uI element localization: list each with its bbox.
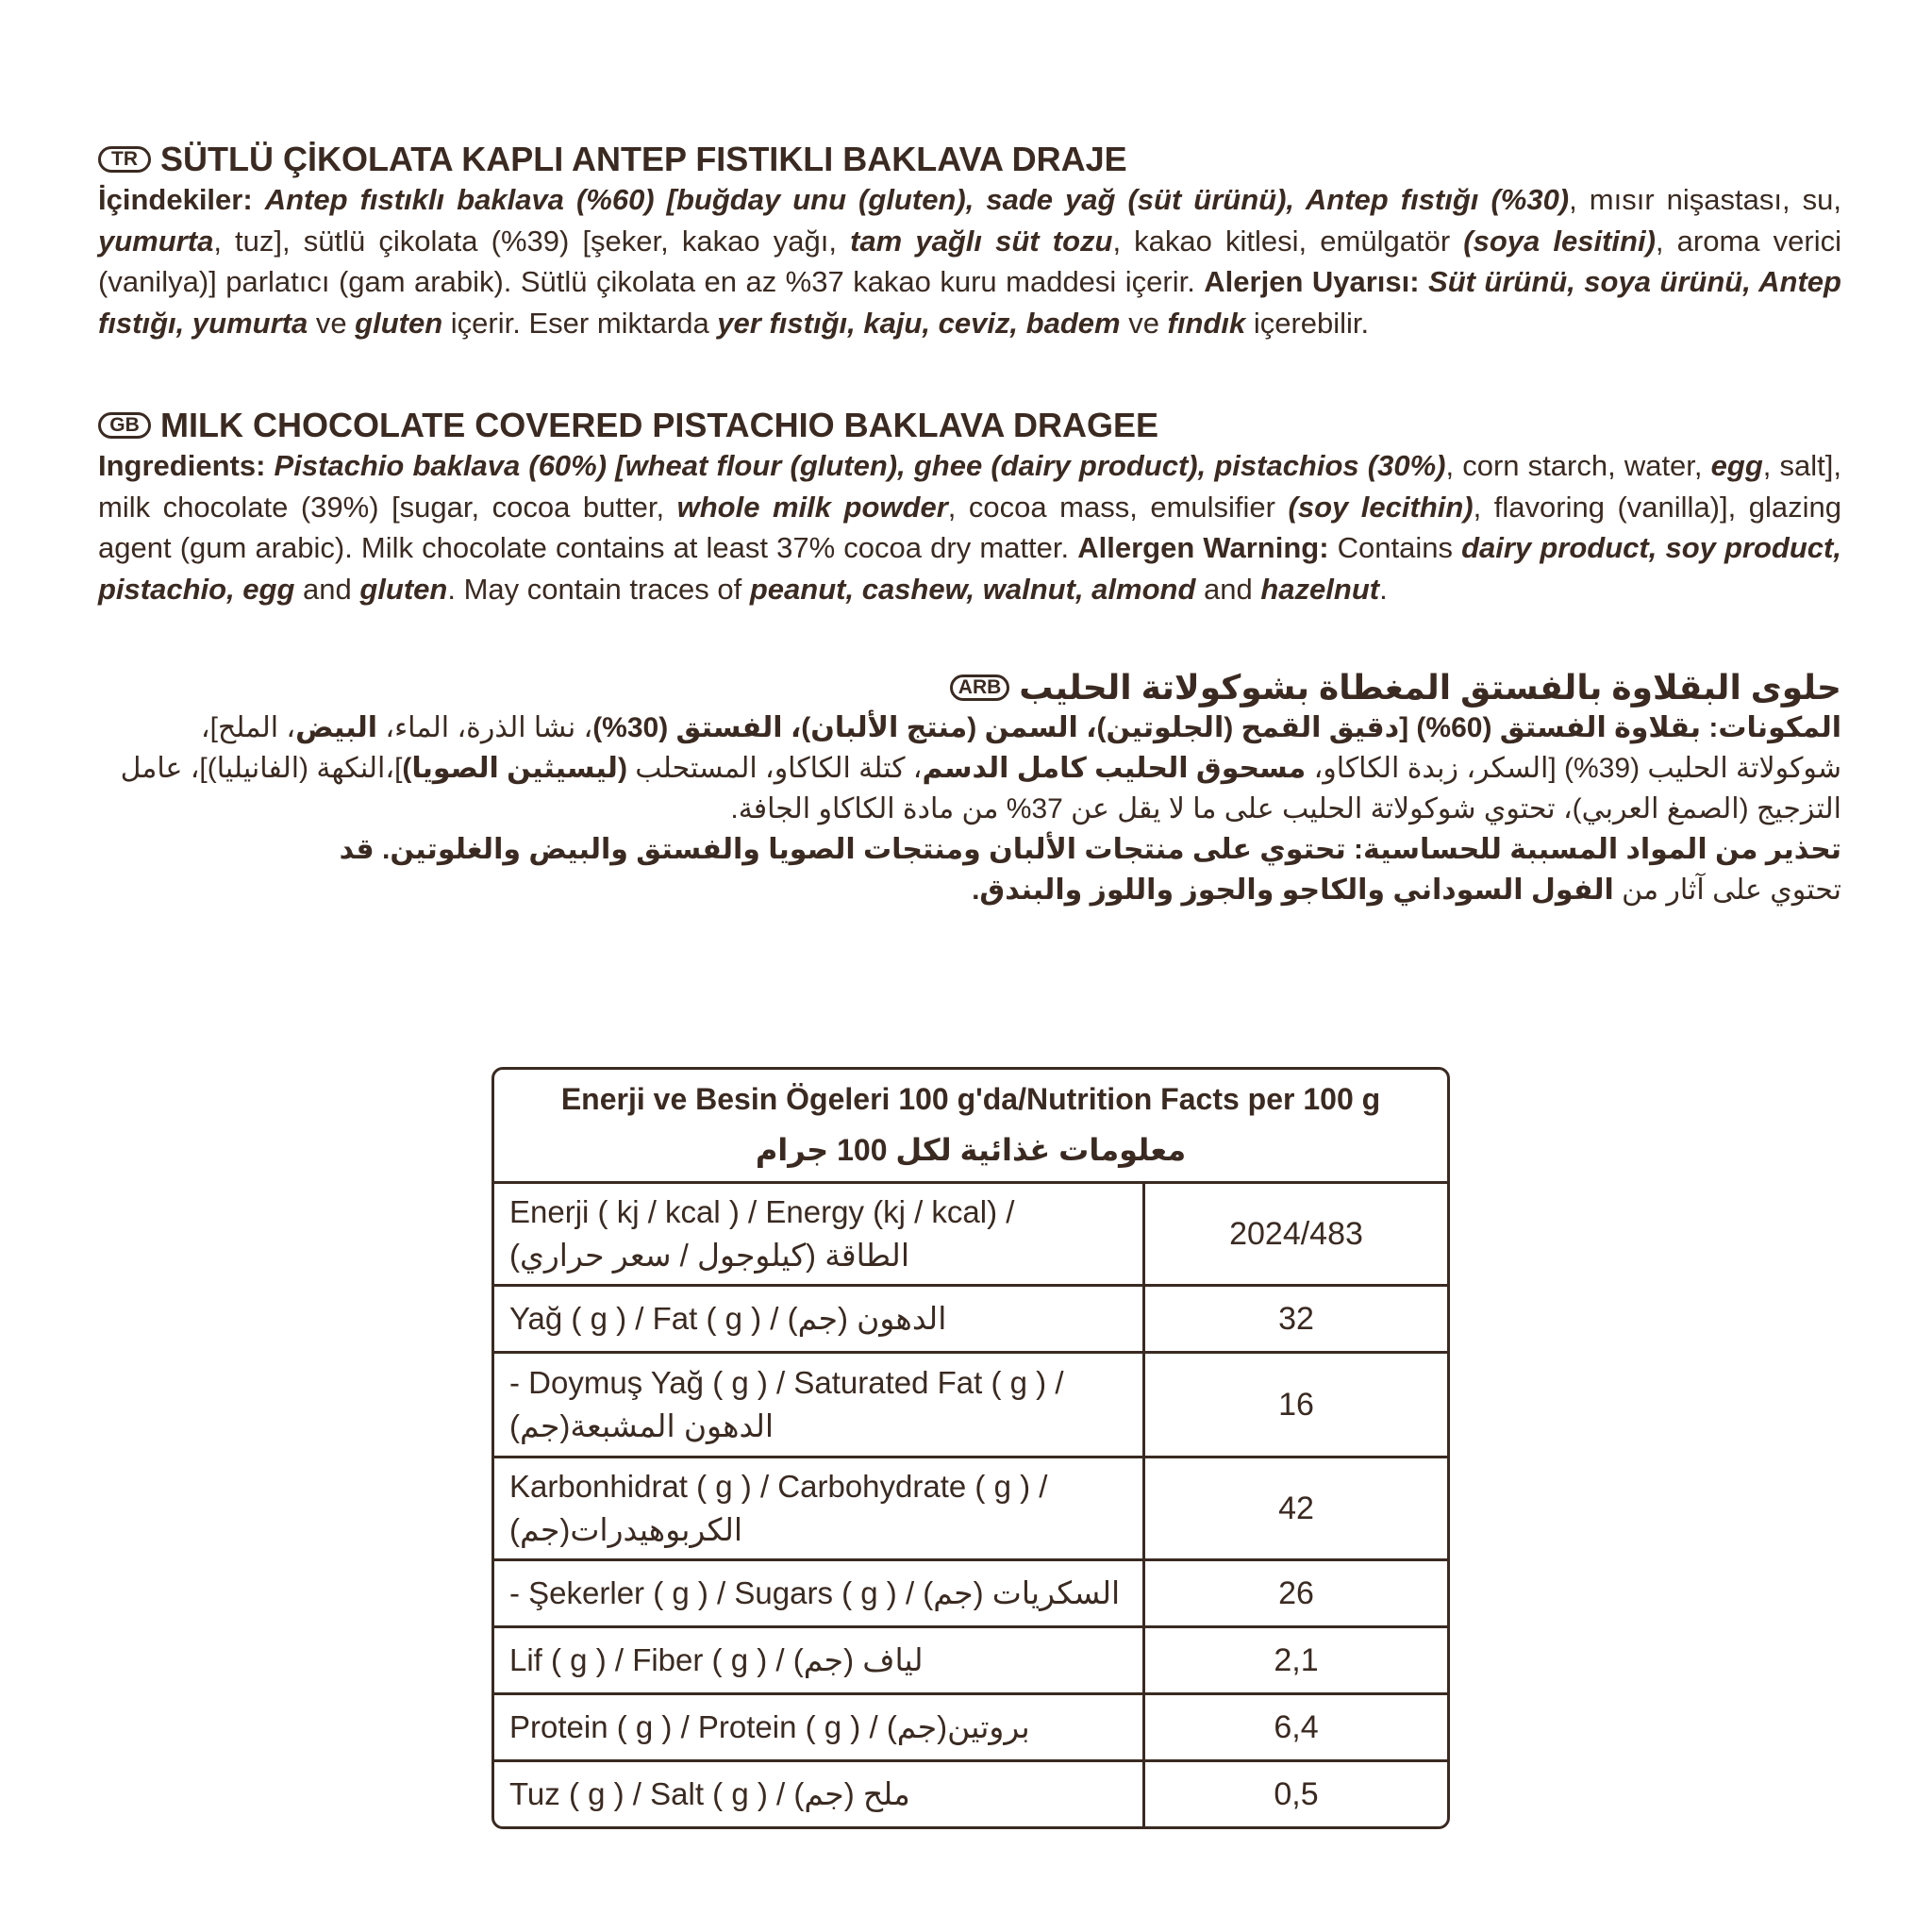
- nutrition-row-value: 32: [1278, 1300, 1314, 1337]
- nutrition-label-en: Lif ( g ) / Fiber ( g ) /: [509, 1642, 785, 1677]
- nutrition-label-ar: الدهون (جم): [787, 1301, 947, 1336]
- nutrition-table: [491, 1067, 1450, 1829]
- nutrition-label-ar: الدهون المشبعة(جم): [509, 1408, 774, 1443]
- nutrition-row-value: 0,5: [1274, 1775, 1319, 1812]
- nutrition-label-ar: لياف (جم): [792, 1642, 924, 1677]
- nutrition-row-value: 16: [1278, 1386, 1314, 1423]
- english-section: [98, 406, 1841, 609]
- nutrition-label-en: Enerji ( kj / kcal ) / Energy (kj / kcal) /: [509, 1194, 1015, 1229]
- turkish-ingredients: İçindekiler: Antep fıstıklı baklava (%60) [buğday unu (gluten), sade yağ (süt ürünü), Antep fıstığı (%30), mısır nişastası, su, yumurta, tuz], sütlü çikolata (%39) [şeker, kakao yağı, tam yağlı süt tozu, kakao kitlesi, emülgatör (soya lesitini), aroma verici (vanilya)] parlatıcı (gam arabik). Sütlü çikolata en az %37 kakao kuru maddesi içerir. Alerjen Uyarısı: Süt ürünü, soya ürünü, Antep fıstığı, yumurta ve gluten içerir. Eser miktarda yer fıstığı, kaju, ceviz, badem ve fındık içerebilir.: [98, 183, 1842, 340]
- turkish-section: [98, 140, 1841, 343]
- nutrition-row-value: 6,4: [1274, 1708, 1319, 1745]
- nutrition-label-ar: الكربوهيدرات(جم): [509, 1512, 743, 1547]
- nutrition-rows: [494, 1184, 1447, 1826]
- nutrition-title-en: Enerji ve Besin Ögeleri 100 g'da/Nutrition Facts per 100 g: [560, 1082, 1381, 1116]
- nutrition-title-ar: معلومات غذائية لكل 100 جرام: [755, 1133, 1187, 1167]
- nutrition-row-label: [494, 1628, 1145, 1692]
- nutrition-row-value: 2024/483: [1229, 1215, 1363, 1252]
- english-ingredients: Ingredients: Pistachio baklava (60%) [wheat flour (gluten), ghee (dairy product), pistachios (30%), corn starch, water, egg, salt], milk chocolate (39%) [sugar, cocoa butter, whole milk powder, cocoa mass, emulsifier (soy lecithin), flavoring (vanilla)], glazing agent (gum arabic). Milk chocolate contains at least 37% cocoa dry matter. Allergen Warning: Contains dairy product, soy product, pistachio, egg and gluten. May contain traces of peanut, cashew, walnut, almond and hazelnut.: [98, 449, 1842, 606]
- arabic-heading: [98, 668, 1841, 708]
- nutrition-label-ar: السكريات (جم): [923, 1575, 1121, 1610]
- english-title: MILK CHOCOLATE COVERED PISTACHIO BAKLAVA DRAGEE: [160, 406, 1159, 444]
- nutrition-row: [494, 1625, 1447, 1692]
- arabic-allergen-warning: تحذير من المواد المسببة للحساسية: تحتوي على منتجات الألبان ومنتجات الصويا والفستق والبيض والغلوتين. قد: [339, 834, 1841, 865]
- nutrition-label-en: Protein ( g ) / Protein ( g ) /: [509, 1709, 878, 1744]
- nutrition-row: [494, 1692, 1447, 1759]
- nutrition-title: [494, 1070, 1447, 1184]
- nutrition-row: [494, 1284, 1447, 1351]
- nutrition-row: [494, 1456, 1447, 1558]
- turkish-title: SÜTLÜ ÇİKOLATA KAPLI ANTEP FISTIKLI BAKLAVA DRAJE: [160, 140, 1127, 178]
- nutrition-label-en: - Şekerler ( g ) / Sugars ( g ) /: [509, 1575, 915, 1610]
- arabic-section: [98, 668, 1841, 910]
- nutrition-row: [494, 1351, 1447, 1456]
- nutrition-row-label: [494, 1695, 1145, 1759]
- arabic-ingredients: المكونات: بقلاوة الفستق (60%) [دقيق القمح (الجلوتين)، السمن (منتج الألبان)، الفستق (30%)، نشا الذرة، الماء، البيض، الملح]، شوكولاتة الحليب (39%) [السكر، زبدة الكاكاو، مسحوق الحليب كامل الدسم، كتلة الكاكاو، المستحلب (ليسيثين الصويا)]،النكهة (الفانيليا)]، عامل التزجيج (الصمغ العربي)، تحتوي شوكولاتة الحليب على ما لا يقل عن 37% من مادة الكاكاو الجافة. تحذير من المواد المسببة للحساسية: تحتوي على منتجات الألبان ومنتجات الصويا والفستق والبيض والغلوتين. قد تحتوي على آثار من الفول السوداني والكاجو والجوز واللوز والبندق.: [120, 712, 1841, 906]
- nutrition-row-label: [494, 1561, 1145, 1625]
- english-heading: [98, 406, 1841, 445]
- gb-badge: GB: [98, 412, 151, 439]
- nutrition-row: [494, 1759, 1447, 1826]
- nutrition-row-label: [494, 1184, 1145, 1284]
- nutrition-label-ar: بروتين(جم): [886, 1709, 1030, 1744]
- nutrition-row-label: [494, 1458, 1145, 1558]
- tr-badge: TR: [98, 146, 151, 173]
- nutrition-row-value: 26: [1278, 1574, 1314, 1611]
- nutrition-row-value: 2,1: [1274, 1641, 1319, 1678]
- nutrition-label-en: Tuz ( g ) / Salt ( g ) /: [509, 1776, 786, 1811]
- nutrition-row: [494, 1558, 1447, 1625]
- turkish-heading: [98, 140, 1841, 179]
- nutrition-row-value: 42: [1278, 1490, 1314, 1526]
- nutrition-label-en: Karbonhidrat ( g ) / Carbohydrate ( g ) /: [509, 1469, 1048, 1504]
- nutrition-row-label: [494, 1762, 1145, 1826]
- arabic-title: حلوى البقلاوة بالفستق المغطاة بشوكولاتة الحليب: [1019, 668, 1841, 707]
- nutrition-row-label: [494, 1354, 1145, 1456]
- nutrition-label-ar: الطاقة (كيلوجول / سعر حراري): [509, 1238, 910, 1273]
- nutrition-row: [494, 1184, 1447, 1284]
- nutrition-label-en: - Doymuş Yağ ( g ) / Saturated Fat ( g ) /: [509, 1365, 1064, 1400]
- nutrition-row-label: [494, 1287, 1145, 1351]
- arb-badge: ARB: [950, 675, 1010, 701]
- nutrition-label-en: Yağ ( g ) / Fat ( g ) /: [509, 1301, 779, 1336]
- nutrition-label-ar: ملح (جم): [793, 1776, 910, 1811]
